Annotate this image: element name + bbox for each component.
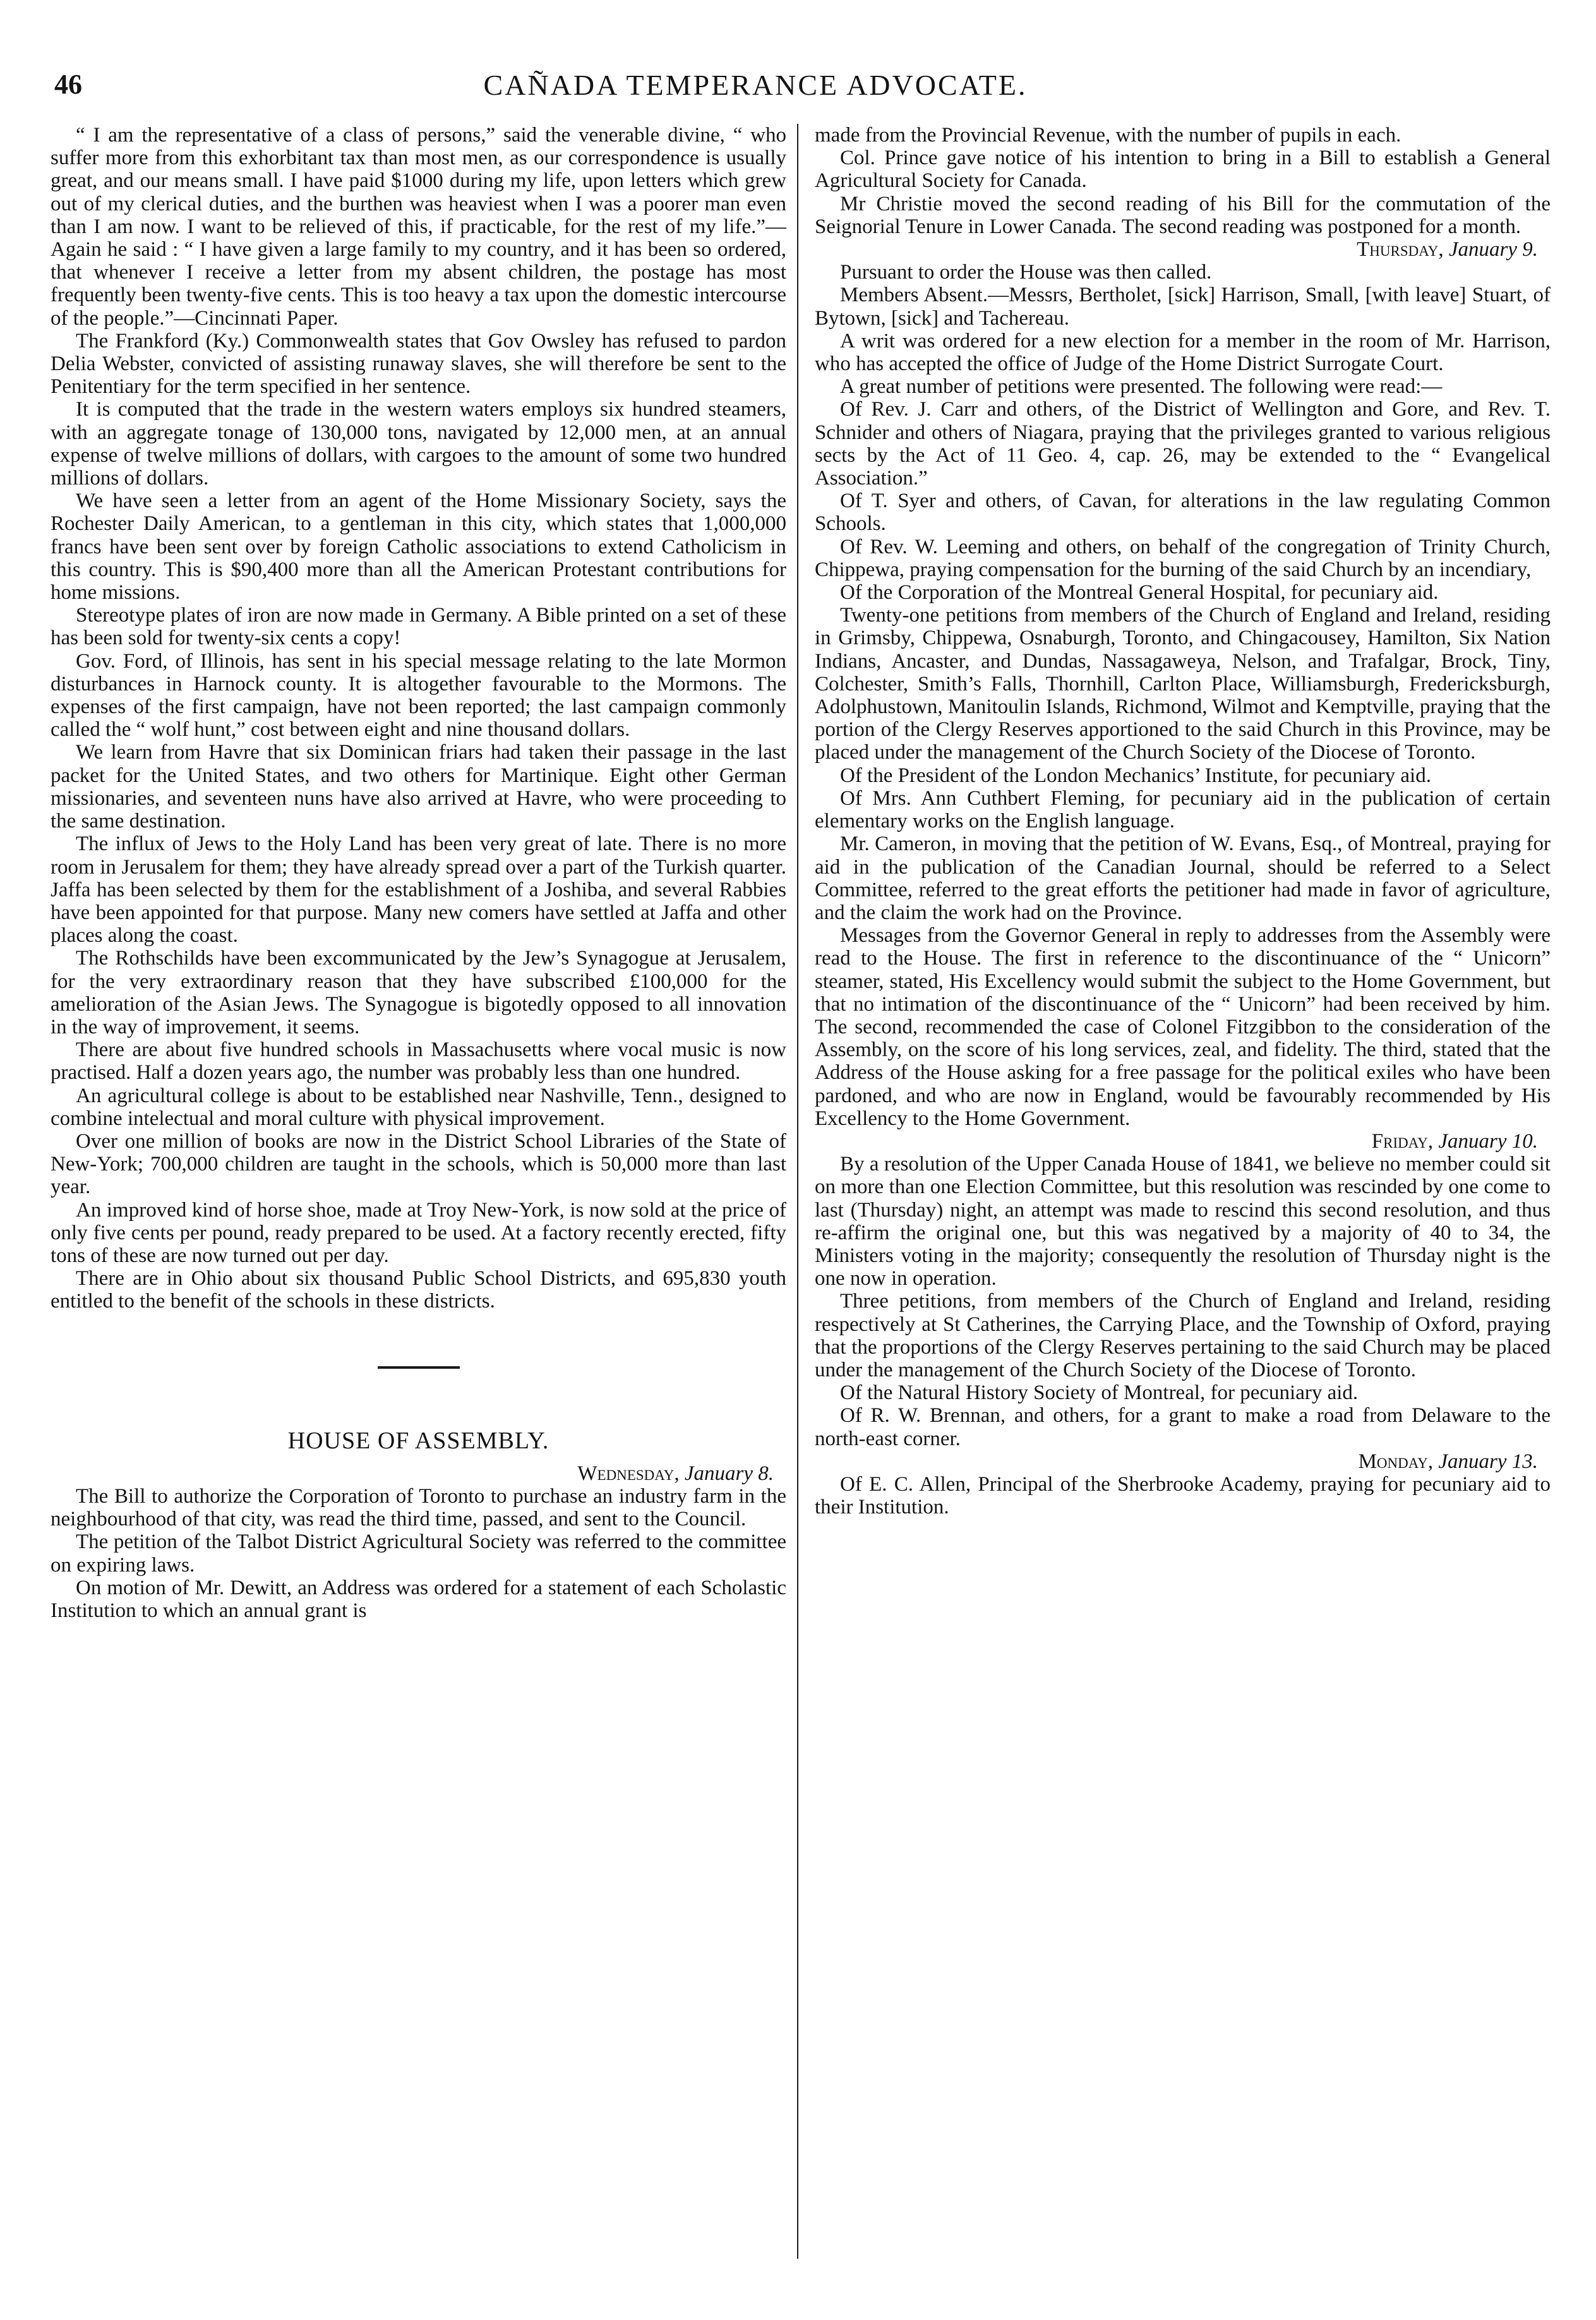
article-paragraph: A great number of petitions were presented. The following were read:— [840,375,1443,399]
article-paragraph: We learn from Havre that six Dominican friars had taken their passage in the last packet for the United States, and two others for Martinique. Eight other German missionaries, and seventeen nuns have also arrived at Havre, who were proceeding to the same destination. [51,741,786,833]
article-paragraph: Of Mrs. Ann Cuthbert Fleming, for pecuniary aid in the publication of certain elementary works on the English language. [815,786,1551,833]
left-column [51,124,786,1622]
article-paragraph: Members Absent.—Messrs, Bertholet, [sick] Harrison, Small, [with leave] Stuart, of Bytown, [sick] and Tachereau. [815,284,1551,330]
section-title: HOUSE OF ASSEMBLY. [287,1427,549,1454]
dateline [815,1450,1551,1473]
article-paragraph: The Frankford (Ky.) Commonwealth states that Gov Owsley has refused to pardon Delia Webster, convicted of assisting runaway slaves, she will therefore be sent to the Penitentiary for the term specified in her sentence. [51,329,786,399]
article-paragraph: By a resolution of the Upper Canada House of 1841, we believe no member could sit on more than one Election Committee, but this resolution was rescinded by one come to last (Thursday) night, an attempt was made to rescind this second resolution, and thus re-affirm the original one, but this was negatived by a majority of 40 to 34, the Ministers voting in the majority; consequently the resolution of Thursday night is the one now in operation. [815,1153,1551,1290]
article-paragraph: made from the Provincial Revenue, with the number of pupils in each. [815,124,1401,147]
dateline [815,238,1551,261]
article-paragraph: Of R. W. Brennan, and others, for a grant to make a road from Delaware to the north-east corner. [815,1404,1551,1450]
section-divider-rule [378,1366,460,1369]
dateline-day: Wednesday, [577,1462,680,1485]
article-paragraph: Stereotype plates of iron are now made in Germany. A Bible printed on a set of these has been sold for twenty-six cents a copy! [51,604,786,650]
dateline-day: Thursday, [1357,238,1444,261]
article-paragraph: Mr Christie moved the second reading of his Bill for the commutation of the Seignorial Tenure in Lower Canada. The second reading was postponed for a month. [815,192,1551,238]
article-paragraph: A writ was ordered for a new election for a member in the room of Mr. Harrison, who has accepted the office of Judge of the Home District Surrogate Court. [815,329,1551,376]
page-number: 46 [54,69,82,100]
article-paragraph: Pursuant to order the House was then called. [840,261,1212,284]
article-paragraph: The influx of Jews to the Holy Land has been very great of late. There is no more room in Jerusalem for them; they have already spread over a part of the Turkish quarter. Jaffa has been selected by them for the establishment of a Joshiba, and several Rabbies have been appointed for that purpose. Many new comers have settled at Jaffa and other places along the coast. [51,832,786,947]
page-header [54,68,1254,109]
article-paragraph: An improved kind of horse shoe, made at Troy New-York, is now sold at the price of only five cents per pound, ready prepared to be used. At a factory recently erected, fifty tons of these are now turned out per day. [51,1198,786,1267]
article-paragraph: Messages from the Governor General in reply to addresses from the Assembly were read to the House. The first in reference to the discontinuance of the “ Unicorn” steamer, stated, His Excellency would submit the subject to the Home Government, but that no intimation of the discontinuance of the “ Unicorn” had been received by him. The second, recommended the case of Colonel Fitzgibbon to the consideration of the Assembly, on the score of his long services, zeal, and fidelity. The third, stated that the Address of the House asking for a free passage for the political exiles who have been pardoned, and who are now in England, would be favourably recommended by His Excellency to the Home Government. [815,924,1551,1130]
article-paragraph: It is computed that the trade in the western waters employs six hundred steamers, with an aggregate tonage of 130,000 tons, navigated by 12,000 men, at an annual expense of twelve millions of dollars, with cargoes to the amount of some two hundred millions of dollars. [51,398,786,490]
article-paragraph: The Rothschilds have been excommunicated by the Jew’s Synagogue at Jerusalem, for the very extraordinary reason that they have subscribed £100,000 for the amelioration of the Asian Jews. The Synagogue is bigotedly opposed to all innovation in the way of improvement, it seems. [51,947,786,1038]
dateline-date: January 9. [1448,238,1538,261]
article-paragraph: We have seen a letter from an agent of the Home Missionary Society, says the Rochester Daily American, to a gentleman in this city, which states that 1,000,000 francs have been sent over by foreign Catholic associations to extend Catholicism in this country. This is $90,400 more than all the American Protestant contributions for home missions. [51,490,786,604]
article-paragraph: Over one million of books are now in the District School Libraries of the State of New-York; 700,000 children are taught in the schools, which is 50,000 more than last year. [51,1129,786,1199]
article-paragraph: An agricultural college is about to be established near Nashville, Tenn., designed to combine intelectual and moral culture with physical improvement. [51,1084,786,1130]
article-paragraph: The Bill to authorize the Corporation of Toronto to purchase an industry farm in the neighbourhood of that city, was read the third time, passed, and sent to the Council. [51,1484,786,1531]
article-paragraph: Of Rev. W. Leeming and others, on behalf of the congregation of Trinity Church, Chippewa, praying compensation for the burning of the said Church by an incendiary, [815,535,1551,581]
article-paragraph: Of E. C. Allen, Principal of the Sherbrooke Academy, praying for pecuniary aid to their Institution. [815,1472,1551,1519]
article-paragraph: There are about five hundred schools in Massachusetts where vocal music is now practised. Half a dozen years ago, the number was probably less than one hundred. [51,1038,786,1085]
article-paragraph: Gov. Ford, of Illinois, has sent in his special message relating to the late Mormon disturbances in Harnock county. It is altogether favourable to the Mormons. The expenses of the first campaign, have not been reported; the last campaign commonly called the “ wolf hunt,” cost between eight and nine thousand dollars. [51,649,786,742]
article-paragraph: Mr. Cameron, in moving that the petition of W. Evans, Esq., of Montreal, praying for aid in the publication of the Canadian Journal, should be referred to a Select Committee, referred to the great efforts the petitioner had made in favor of agriculture, and the claim the work had on the Province. [815,832,1551,924]
right-column [815,124,1551,1518]
dateline-date: January 10. [1438,1129,1538,1153]
article-paragraph: Of the President of the London Mechanics’ Institute, for pecuniary aid. [840,764,1431,787]
article-paragraph: There are in Ohio about six thousand Public School Districts, and 695,830 youth entitled to the benefit of the schools in these districts. [51,1267,786,1313]
column-divider [797,124,798,2259]
article-paragraph: “ I am the representative of a class of persons,” said the venerable divine, “ who suffer more from this exhorbitant tax than most men, as our correspondence is usually great, and our means small. I have paid $1000 during my life, upon letters which grew out of my clerical duties, and the burthen was heaviest when I was a poorer man even than I am now. I want to be relieved of this, if practicable, for the rest of my life.”— Again he said : “ I have given a large family to my country, and it has been so ordered, that whenever I receive a letter from my absent children, the postage has most frequently been twenty-five cents. This is too heavy a tax upon the domestic intercourse of the people.”—Cincinnati Paper. [51,124,786,330]
dateline-day: Friday, [1371,1129,1434,1153]
article-paragraph: The petition of the Talbot District Agricultural Society was referred to the committee on expiring laws. [51,1530,786,1577]
running-title: CAÑADA TEMPERANCE ADVOCATE. [483,69,1028,101]
dateline-day: Monday, [1358,1450,1434,1473]
article-paragraph: Col. Prince gave notice of his intention to bring in a Bill to establish a General Agricultural Society for Canada. [815,147,1551,193]
article-paragraph: Of the Corporation of the Montreal General Hospital, for pecuniary aid. [840,581,1439,604]
article-paragraph: Of Rev. J. Carr and others, of the District of Wellington and Gore, and Rev. T. Schnider and others of Niagara, praying that the privileges granted to various religious sects by the Act of 11 Geo. 4, cap. 26, may be extended to the “ Evangelical Association.” [815,398,1551,490]
dateline-date: January 8. [684,1462,774,1485]
dateline [51,1462,786,1485]
article-paragraph: Three petitions, from members of the Church of England and Ireland, residing respectively at St Catherines, the Carrying Place, and the Township of Oxford, praying that the proportions of the Clergy Reserves pertaining to the said Church may be placed under the management of the Church Society of the Diocese of Toronto. [815,1290,1551,1381]
dateline-date: January 13. [1438,1450,1538,1473]
article-paragraph: Twenty-one petitions from members of the Church of England and Ireland, residing in Grimsby, Chippewa, Osnaburgh, Toronto, and Chingacousey, Hamilton, Six Nation Indians, Ancaster, and Dundas, Nassagaweya, Nelson, and Trafalgar, Brock, Tiny, Colchester, Smith’s Falls, Thornhill, Carlton Place, Williamsburgh, Fredericksburgh, Adolphustown, Manitoulin Islands, Richmond, Wilmot and Kemptville, praying that the portion of the Clergy Reserves apportioned to the said Church in this Province, may be placed under the management of the Church Society of the Diocese of Toronto. [815,604,1551,764]
article-paragraph: On motion of Mr. Dewitt, an Address was ordered for a statement of each Scholastic Institution to which an annual grant is [51,1576,786,1622]
article-paragraph: Of the Natural History Society of Montreal, for pecuniary aid. [840,1381,1359,1405]
dateline [815,1130,1551,1153]
article-paragraph: Of T. Syer and others, of Cavan, for alterations in the law regulating Common Schools. [815,490,1551,536]
